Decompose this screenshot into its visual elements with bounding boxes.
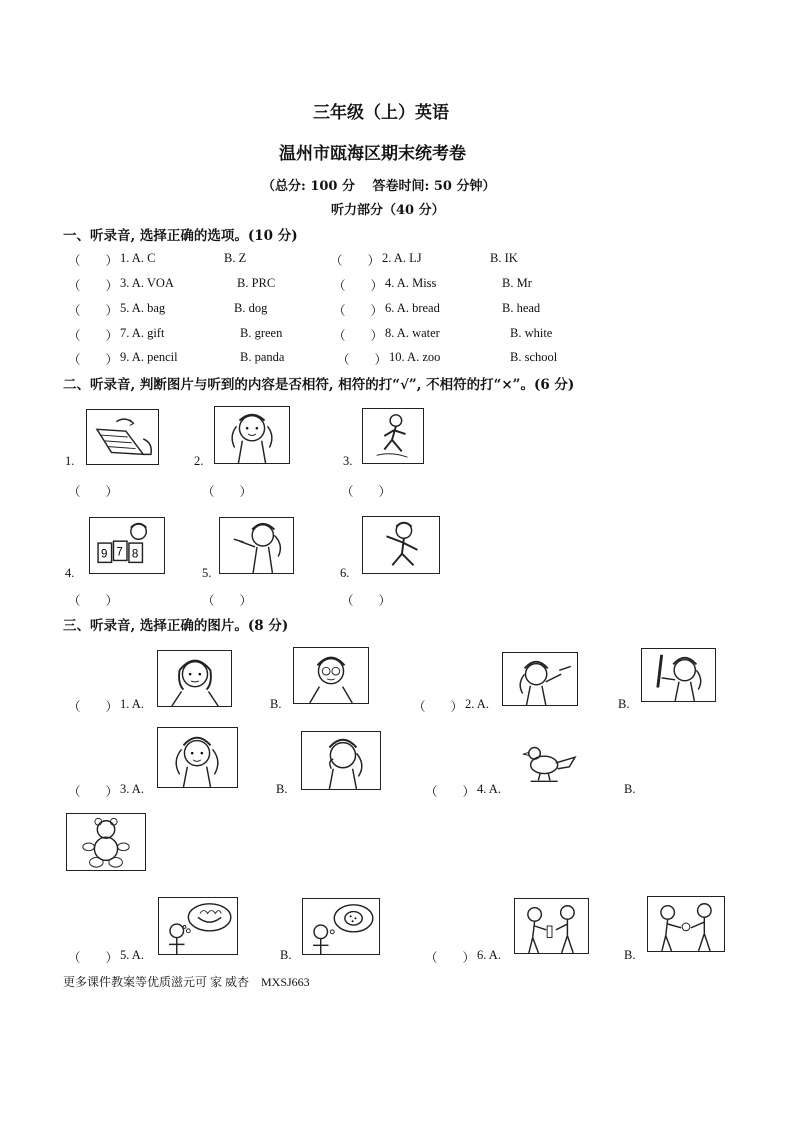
s2-label: 1. — [65, 454, 75, 468]
s3-q4-picture-b-teddy-bear — [66, 813, 146, 871]
section3-heading: 三、听录音, 选择正确的图片。(8 分) — [63, 618, 289, 634]
s1-paren: （ ） — [68, 329, 119, 343]
s1-option-a: 2. A. LJ — [382, 251, 422, 265]
s1-option-b: B. Mr — [502, 276, 532, 290]
s3-q2-picture-a-girl-pen — [502, 652, 578, 706]
s2-paren: （ ） — [202, 485, 253, 499]
s1-option-a: 1. A. C — [120, 251, 156, 265]
s1-paren: （ ） — [68, 353, 119, 367]
section2-heading: 二、听录音, 判断图片与听到的内容是否相符, 相符的打“√”, 不相符的打“×”。(6 分) — [63, 377, 575, 393]
s1-option-b: B. Z — [224, 251, 247, 265]
s1-option-b: B. IK — [490, 251, 518, 265]
s3-option-a: 3. A. — [120, 782, 144, 796]
s3-paren: （ ） — [68, 785, 119, 799]
s3-option-b: B. — [624, 782, 636, 796]
s3-option-b: B. — [270, 697, 282, 711]
s3-q2-picture-b-girl-ruler — [641, 648, 716, 702]
s2-paren: （ ） — [68, 485, 119, 499]
s2-picture-4-number-cards — [89, 517, 165, 574]
s1-option-b: B. white — [510, 326, 553, 340]
exam-subtitle: 温州市瓯海区期末统考卷 — [279, 144, 466, 164]
s3-option-a: 2. A. — [465, 697, 489, 711]
s1-option-b: B. panda — [240, 350, 285, 364]
s1-option-a: 6. A. bread — [385, 301, 440, 315]
s2-picture-3-boy — [362, 408, 424, 464]
s1-option-b: B. head — [502, 301, 541, 315]
s2-paren: （ ） — [68, 594, 119, 608]
s1-paren: （ ） — [337, 353, 388, 367]
s3-paren: （ ） — [413, 700, 464, 714]
s1-option-a: 10. A. zoo — [389, 350, 441, 364]
s2-picture-5-girl-pencil — [219, 517, 294, 574]
s3-option-a: 5. A. — [120, 948, 144, 962]
s3-q5-picture-a-boy-noodles — [158, 897, 238, 955]
s3-q3-picture-a-girl — [157, 727, 238, 788]
s1-option-b: B. green — [240, 326, 283, 340]
s1-option-a: 5. A. bag — [120, 301, 166, 315]
s3-option-b: B. — [280, 948, 292, 962]
s2-picture-6-boy-waving — [362, 516, 440, 574]
s3-option-a: 1. A. — [120, 697, 144, 711]
s3-q1-picture-a-woman — [157, 650, 232, 707]
s3-option-a: 4. A. — [477, 782, 501, 796]
s1-option-b: B. PRC — [237, 276, 276, 290]
s2-label: 4. — [65, 566, 75, 580]
s1-option-a: 4. A. Miss — [385, 276, 437, 290]
s3-q4-picture-a-bird — [510, 733, 588, 791]
s1-paren: （ ） — [333, 304, 384, 318]
s1-option-a: 7. A. gift — [120, 326, 165, 340]
s1-paren: （ ） — [333, 279, 384, 293]
part-title: 听力部分（40 分） — [331, 203, 445, 218]
s2-label: 5. — [202, 566, 212, 580]
s1-paren: （ ） — [68, 304, 119, 318]
s3-paren: （ ） — [68, 700, 119, 714]
s2-paren: （ ） — [202, 594, 253, 608]
s1-paren: （ ） — [333, 329, 384, 343]
page-title: 三年级（上）英语 — [313, 103, 449, 123]
s2-card-number: 9 — [100, 548, 108, 561]
s2-picture-2-girl — [214, 406, 290, 464]
s1-option-a: 8. A. water — [385, 326, 440, 340]
s1-option-b: B. school — [510, 350, 558, 364]
s2-paren: （ ） — [341, 594, 392, 608]
s3-paren: （ ） — [68, 951, 119, 965]
s3-option-b: B. — [618, 697, 630, 711]
s3-q5-picture-b-boy-rice — [302, 898, 380, 955]
s2-label: 3. — [343, 454, 353, 468]
section1-heading: 一、听录音, 选择正确的选项。(10 分) — [63, 228, 298, 244]
s2-label: 2. — [194, 454, 204, 468]
s1-option-b: B. dog — [234, 301, 268, 315]
s1-paren: （ ） — [68, 279, 119, 293]
s3-option-b: B. — [624, 948, 636, 962]
s3-q6-picture-a-kids-drinks — [514, 898, 589, 954]
s2-label: 6. — [340, 566, 350, 580]
s1-paren: （ ） — [330, 254, 381, 268]
s3-q1-picture-b-woman-glasses — [293, 647, 369, 704]
s3-option-b: B. — [276, 782, 288, 796]
s3-q3-picture-b-girl-thinking — [301, 731, 381, 790]
s2-picture-1-book — [86, 409, 159, 465]
s2-paren: （ ） — [341, 485, 392, 499]
footer-note: 更多课件教案等优质滋元可 家 威杏 MXSJ663 — [63, 975, 310, 989]
s3-paren: （ ） — [425, 951, 476, 965]
exam-meta: （总分: 100 分 答卷时间: 50 分钟） — [262, 179, 496, 194]
s3-option-a: 6. A. — [477, 948, 501, 962]
s2-card-number: 7 — [116, 546, 123, 559]
s3-paren: （ ） — [425, 785, 476, 799]
s1-option-a: 9. A. pencil — [120, 350, 178, 364]
s2-card-number: 8 — [131, 548, 139, 561]
s1-paren: （ ） — [68, 254, 119, 268]
s1-option-a: 3. A. VOA — [120, 276, 174, 290]
s3-q6-picture-b-kids-talking — [647, 896, 725, 952]
